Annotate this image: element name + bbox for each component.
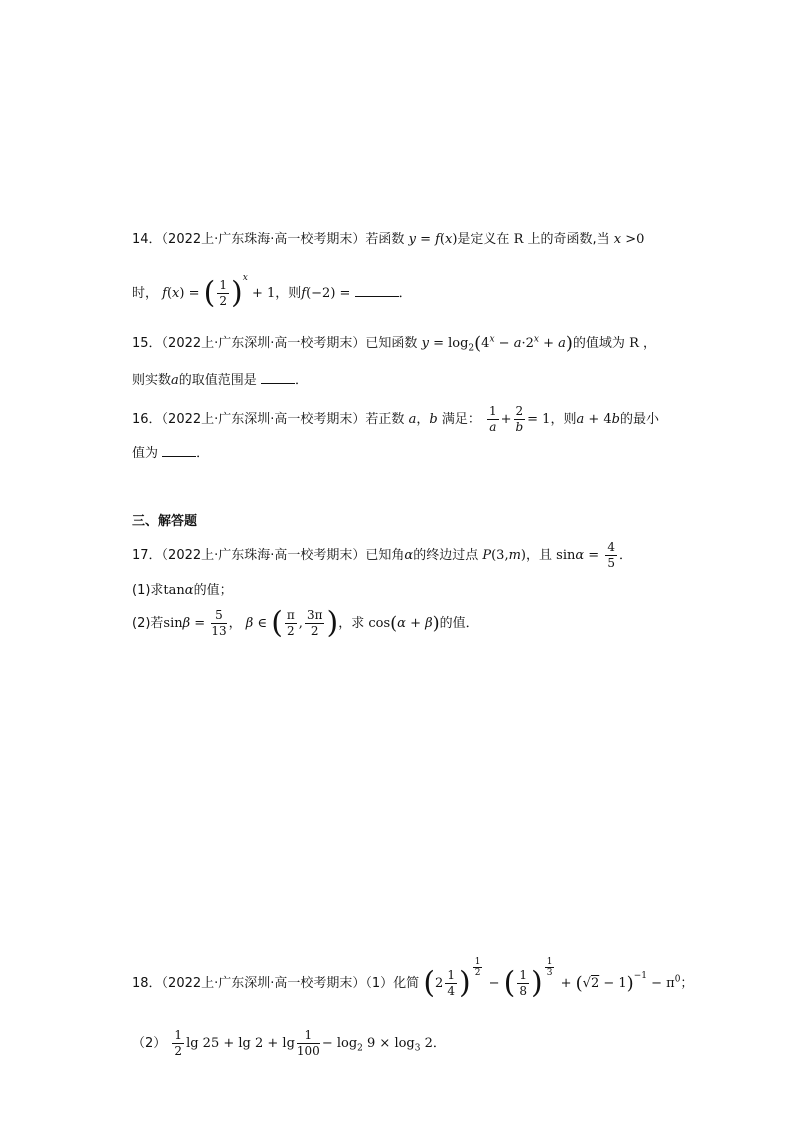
q17-part1: (1)求tanα的值； [132, 583, 233, 598]
q14-formula-y-fx: y [408, 232, 416, 247]
q15-formula: y [421, 336, 429, 351]
q16-number: 16． [132, 412, 162, 427]
q14-line2: 时， f(x) = ( $\frac{1}{2}$ )$^x$ + 1，则f(−2) = ． [132, 272, 412, 311]
q17-sin-value: $\frac{4}{5}$ [607, 540, 615, 570]
q16-source: （2022上·广东深圳·高一校考期末） [161, 412, 366, 427]
q18-line1: 18．（2022上·广东深圳·高一校考期末）（1）化简 (2 $\frac{1}{4}$ ) $\frac{1}{2}$ − ( $\frac{1}{8}$ ) $\frac{1}{3}$ + $(√2 - 1)^{-1} - \pi^0$； [132, 957, 694, 1001]
q17-source: （2022上·广东珠海·高一校考期末） [161, 548, 366, 563]
q16-line1: 16．（2022上·广东深圳·高一校考期末）若正数 a，b 满足： $\frac{1}{a}$ + $\frac{2}{b}$ = 1，则a + 4b的最小 [132, 404, 660, 434]
q14-line1: 14．（2022上·广东珠海·高一校考期末）若函数 y = f(x)是定义在 R 上的奇函数,当 x >0 [132, 232, 645, 247]
q14-source: （2022上·广东珠海·高一校考期末） [161, 232, 366, 247]
q16-formula: $\frac{1}{a}$ [488, 404, 497, 434]
q15-source: （2022上·广东深圳·高一校考期末） [161, 336, 366, 351]
q16-line2: 值为 ． [132, 442, 209, 461]
q18-number: 18． [132, 976, 162, 991]
q15-answer-blank[interactable] [261, 370, 295, 384]
q15-line1: 15．（2022上·广东深圳·高一校考期末）已知函数 $y = \log_2(4^x - a\cdot 2^x + a)$的值域为 R ， [132, 333, 657, 354]
q18-source: （2022上·广东深圳·高一校考期末） [161, 976, 366, 991]
q14-answer-blank[interactable] [355, 283, 399, 297]
q16-answer-blank[interactable] [162, 443, 196, 457]
q18-part2-formula: $\frac{1}{2}$ [174, 1028, 183, 1058]
q17-part2: (2)若sinβ = $\frac{5}{13}$ ， β ∈ ( $\frac{\pi}{2}$ , $\frac{3\pi}{2}$ )，求 cos(α + β)的值． [132, 605, 479, 641]
q14-number: 14． [132, 232, 162, 247]
section-title: 三、解答题 [132, 514, 198, 529]
q15-line2: 则实数a的取值范围是 ． [132, 369, 308, 388]
q18-line2: （2） $\frac{1}{2}$ lg 25 + lg 2 + lg $\frac{1}{100}$ − $\log_2 9 \times \log_3 2$． [132, 1028, 446, 1058]
q17-point: P [482, 548, 492, 563]
q17-line1: 17．（2022上·广东珠海·高一校考期末）已知角α的终边过点 P(3,m)，且 sinα = $\frac{4}{5}$ ． [132, 540, 632, 570]
q17-number: 17． [132, 548, 162, 563]
q14-formula-fx-def: f [162, 286, 167, 301]
q15-number: 15． [132, 336, 162, 351]
